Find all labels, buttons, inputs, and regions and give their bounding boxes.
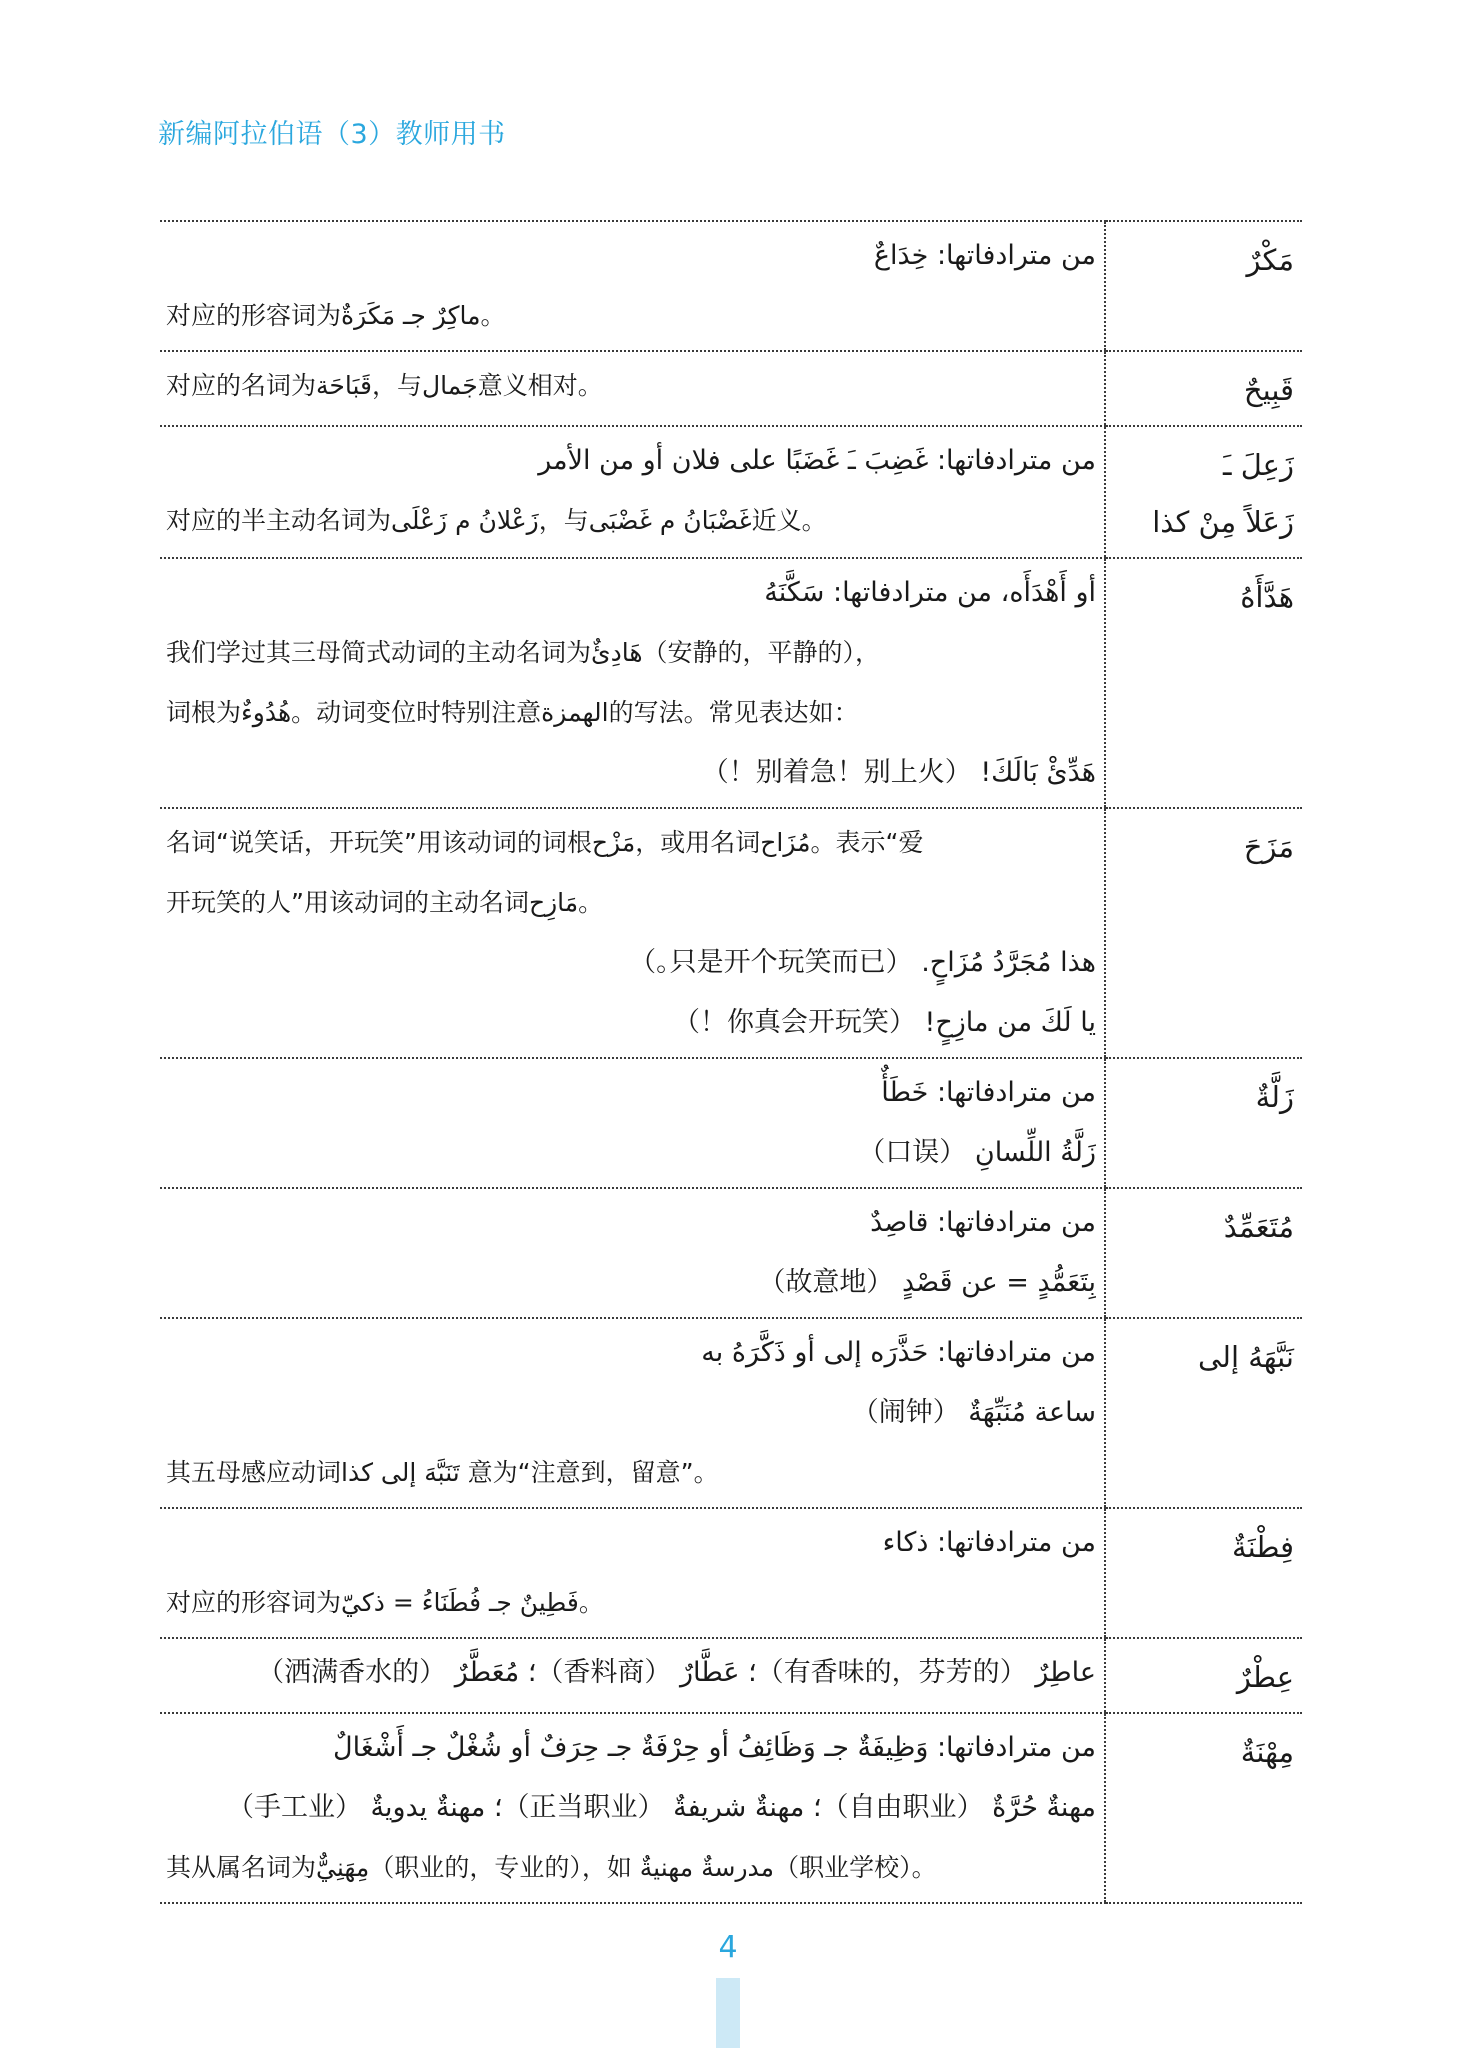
- arabic-note-line: من مترادفاتها: غَضِبَ ـَ غَضَبًا على فلان أو من الأمر: [538, 445, 1096, 476]
- chinese-note-line: 其五母感应动词تَنَبَّهَ إلى كذا 意为“注意到，留意”。: [166, 1458, 719, 1487]
- headword: قَبِيحٌ: [1243, 373, 1294, 407]
- arabic-note-line: مهنةٌ حُرَّةٌ （自由职业）؛ مهنةٌ شريفةٌ （正当职业）؛ مهنةٌ يدويةٌ （手工业）: [226, 1792, 1096, 1823]
- vocab-row: [160, 1318, 1302, 1508]
- headword: هَدَّأَهُ: [1240, 580, 1294, 614]
- arabic-note-line: من مترادفاتها: حَذَّرَه إلى أو ذَكَّرَهُ به: [701, 1337, 1096, 1368]
- arabic-note-line: زَلَّةُ اللِّسانِ （口误）: [858, 1137, 1096, 1168]
- arabic-note-line: من مترادفاتها: خَطَأٌ: [881, 1077, 1096, 1108]
- note-cell: [160, 1188, 1105, 1318]
- headword: مُتَعَمِّدٌ: [1223, 1210, 1294, 1244]
- headword: زَلَّةٌ: [1255, 1080, 1294, 1114]
- headword-cell: [1105, 1638, 1302, 1713]
- vocab-row: [160, 1713, 1302, 1903]
- running-head: 新编阿拉伯语（3）教师用书: [158, 119, 506, 150]
- headword-cell: [1105, 1508, 1302, 1638]
- chinese-note-line: 对应的形容词为فَطِينٌ جـ فُطَنَاءُ = ذكيّ。: [166, 1588, 604, 1617]
- headword-cell: [1105, 1058, 1302, 1188]
- vocab-row: [160, 221, 1302, 351]
- headword: فِطْنَةٌ: [1232, 1530, 1294, 1564]
- vocab-row: [160, 1058, 1302, 1188]
- arabic-note-line: من مترادفاتها: قاصِدٌ: [870, 1207, 1096, 1238]
- note-cell: [160, 426, 1105, 558]
- chinese-note-line: 我们学过其三母简式动词的主动名词为هَادِئٌ（安静的，平静的），: [166, 638, 881, 667]
- headword-cell: [1105, 1188, 1302, 1318]
- arabic-note-line: أو أَهْدَأَه، من مترادفاتها: سَكَّنَهُ: [764, 577, 1096, 608]
- arabic-note-line: يا لَكَ من مازِحٍ! （你真会开玩笑！）: [672, 1007, 1096, 1038]
- arabic-note-line: عاطِرٌ （有香味的，芬芳的）؛ عَطَّارٌ （香料商）؛ مُعَطَّرٌ （洒满香水的）: [257, 1657, 1096, 1688]
- page-number: 4: [718, 1930, 738, 1965]
- headword-cell: [1105, 808, 1302, 1058]
- vocab-row: [160, 351, 1302, 426]
- headword-cell: [1105, 351, 1302, 426]
- note-cell: [160, 221, 1105, 351]
- headword-cell: [1105, 221, 1302, 351]
- chinese-note-line: 对应的名词为قَبَاحَة，与جَمال意义相对。: [166, 371, 603, 400]
- note-cell: [160, 808, 1105, 1058]
- note-cell: [160, 1508, 1105, 1638]
- headword-cell: [1105, 1318, 1302, 1508]
- headword-cell: [1105, 1713, 1302, 1903]
- chinese-note-line: 对应的形容词为ماكِرٌ جـ مَكَرَةٌ。: [166, 301, 506, 330]
- vocab-row: [160, 1508, 1302, 1638]
- chinese-note-line: 对应的半主动名词为زَعْلانُ م زَعْلَى，与غَضْبَانُ م غَضْبَى近义。: [166, 506, 827, 535]
- chinese-note-line: 名词“说笑话，开玩笑”用该动词的词根مَزْح，或用名词مُزَاح。表示“爱: [166, 828, 924, 857]
- vocab-row: [160, 1188, 1302, 1318]
- note-cell: [160, 1638, 1105, 1713]
- headword: عِطْرٌ: [1236, 1660, 1294, 1694]
- arabic-note-line: من مترادفاتها: خِدَاعٌ: [873, 240, 1096, 271]
- arabic-note-line: من مترادفاتها: ذكاء: [882, 1527, 1096, 1558]
- arabic-note-line: ساعة مُنَبِّهَةٌ （闹钟）: [851, 1397, 1096, 1428]
- headword: مَزَحَ: [1243, 830, 1294, 864]
- headword-cell: [1105, 426, 1302, 558]
- headword: زَعِلَ ـَ: [1223, 448, 1294, 482]
- headword: مِهْنَةٌ: [1240, 1735, 1294, 1769]
- arabic-note-line: بِتَعَمُّدٍ = عن قَصْدٍ （故意地）: [758, 1267, 1096, 1298]
- vocab-table: [160, 220, 1302, 1904]
- vocab-row: [160, 426, 1302, 558]
- vocab-row: [160, 808, 1302, 1058]
- page-tab: [716, 1978, 740, 2048]
- headword: نَبَّهَهُ إلى: [1197, 1340, 1294, 1374]
- arabic-note-line: من مترادفاتها: وَظِيفَةٌ جـ وَظَائِفُ أو حِرْفَةٌ جـ حِرَفٌ أو شُغْلٌ جـ أَشْغَالٌ: [332, 1732, 1096, 1763]
- chinese-note-line: 词根为هُدُوءٌ。动词变位时特别注意الهمزة的写法。常见表达如：: [166, 698, 859, 727]
- headword: مَكْرٌ: [1246, 243, 1294, 277]
- vocab-row: [160, 558, 1302, 808]
- note-cell: [160, 351, 1105, 426]
- note-cell: [160, 1713, 1105, 1903]
- headword: زَعَلاً مِنْ كذا: [1152, 505, 1294, 539]
- headword-cell: [1105, 558, 1302, 808]
- arabic-note-line: هَدِّئْ بَالَكَ! （别着急！别上火！）: [701, 757, 1096, 788]
- note-cell: [160, 558, 1105, 808]
- note-cell: [160, 1058, 1105, 1188]
- chinese-note-line: 开玩笑的人”用该动词的主动名词مَازِح。: [166, 888, 604, 917]
- arabic-note-line: هذا مُجَرَّدُ مُزَاحٍ. （只是开个玩笑而已。）: [629, 947, 1096, 978]
- vocab-row: [160, 1638, 1302, 1713]
- note-cell: [160, 1318, 1105, 1508]
- chinese-note-line: 其从属名词为مِهَنِيٌّ（职业的，专业的），如 مدرسةٌ مهنيةٌ（职业学校）。: [166, 1853, 937, 1882]
